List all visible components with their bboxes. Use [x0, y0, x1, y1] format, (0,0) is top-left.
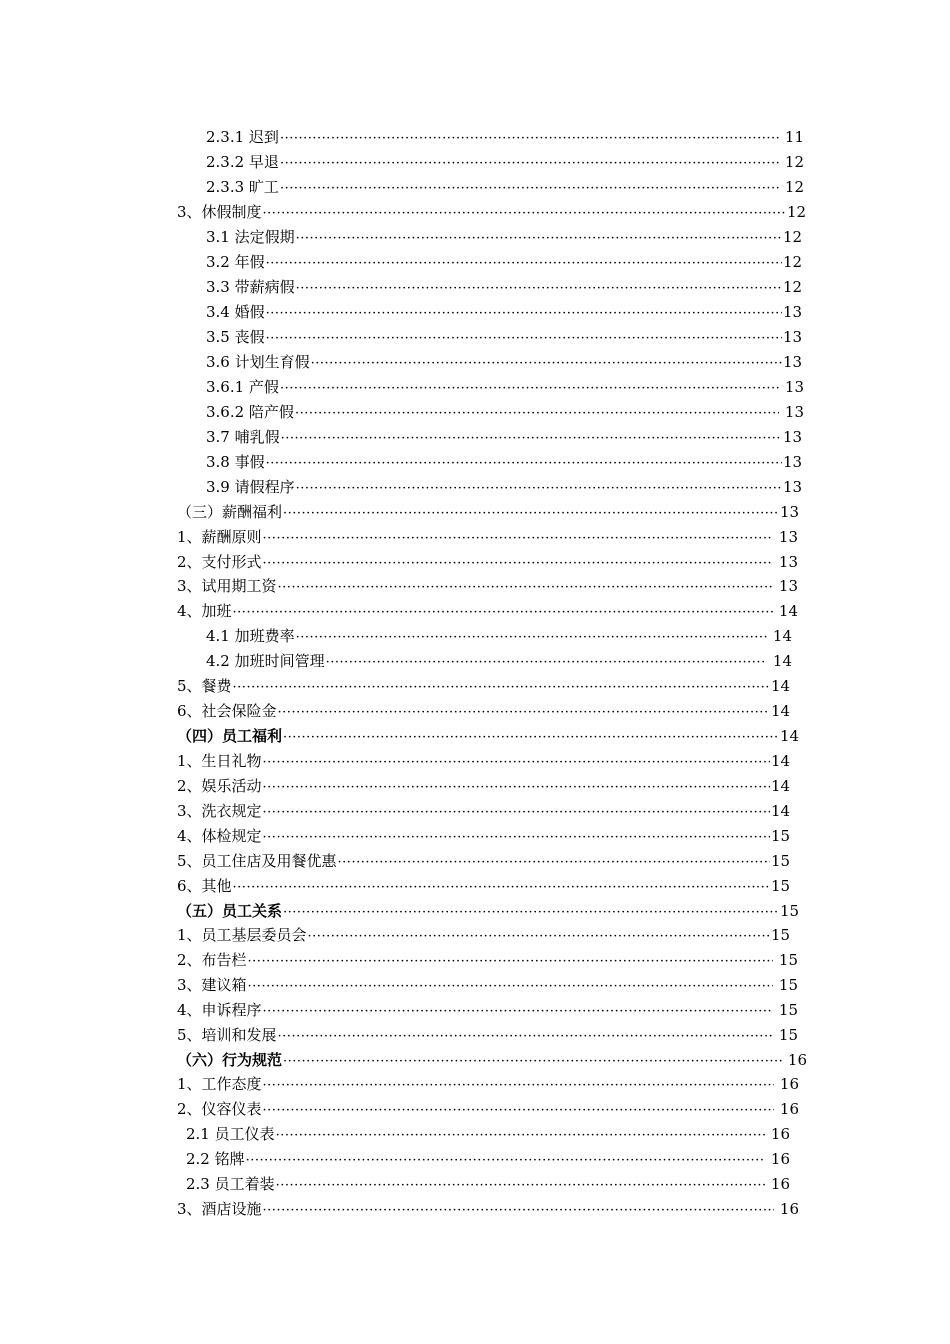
toc-dot-leader: [280, 178, 779, 200]
toc-dot-leader: [278, 577, 773, 599]
toc-dot-leader: [311, 353, 782, 375]
toc-entry-page: 16: [770, 1175, 790, 1193]
toc-entry[interactable]: [206, 401, 804, 423]
toc-entry[interactable]: [206, 625, 792, 647]
toc-entry[interactable]: [206, 301, 801, 323]
toc-dot-leader: [296, 478, 782, 500]
toc-entry-label: 3、试用期工资: [177, 577, 277, 595]
toc-entry-page: 16: [779, 1100, 799, 1118]
toc-entry-page: 13: [778, 553, 798, 571]
toc-entry-label: 5、员工住店及用餐优惠: [177, 852, 337, 870]
toc-entry-label: 6、社会保险金: [177, 702, 277, 720]
toc-entry-page: 16: [770, 1125, 790, 1143]
toc-entry-page: 12: [784, 178, 804, 196]
toc-entry-label: （三）薪酬福利: [177, 503, 283, 521]
toc-entry-label: 4、申诉程序: [177, 1001, 262, 1019]
toc-entry-page: 13: [783, 428, 803, 446]
toc-dot-leader: [295, 403, 779, 425]
toc-entry-label: 1、工作态度: [177, 1075, 262, 1093]
toc-entry-label: 3.6.2 陪产假: [206, 403, 294, 421]
toc-entry-label: 3.6 计划生育假: [206, 353, 310, 371]
toc-entry-label: 4.2 加班时间管理: [206, 652, 325, 670]
toc-entry[interactable]: [206, 251, 801, 273]
toc-dot-leader: [263, 1075, 774, 1097]
toc-entry-page: 14: [771, 752, 791, 770]
toc-entry-label: 2.3.2 早退: [206, 153, 279, 171]
toc-entry[interactable]: [177, 501, 798, 523]
toc-entry[interactable]: [206, 476, 801, 498]
toc-entry[interactable]: [206, 451, 801, 473]
toc-entry-page: 14: [771, 777, 791, 795]
toc-dot-leader: [280, 378, 779, 400]
toc-entry-label: 3.4 婚假: [206, 303, 265, 321]
toc-dot-leader: [280, 153, 779, 175]
toc-entry-page: 12: [783, 278, 803, 296]
toc-entry[interactable]: [177, 600, 798, 622]
toc-entry[interactable]: [177, 575, 798, 597]
toc-entry-page: 15: [778, 976, 798, 994]
toc-entry-page: 13: [778, 528, 798, 546]
toc-dot-leader: [263, 528, 773, 550]
toc-entry-label: （五）员工关系: [177, 902, 283, 920]
toc-entry-page: 15: [778, 1026, 798, 1044]
toc-entry-page: 14: [778, 602, 798, 620]
toc-entry-page: 13: [778, 577, 798, 595]
toc-entry-page: 15: [778, 951, 798, 969]
toc-entry-label: 4.1 加班费率: [206, 627, 295, 645]
toc-entry-page: 11: [784, 128, 804, 146]
toc-dot-leader: [266, 328, 782, 350]
toc-dot-leader: [278, 702, 770, 724]
toc-entry[interactable]: [206, 650, 792, 672]
toc-dot-leader: [308, 926, 770, 948]
toc-dot-leader: [296, 627, 767, 649]
toc-entry[interactable]: [177, 700, 789, 722]
toc-dot-leader: [263, 802, 770, 824]
toc-entry-label: 2.3.1 迟到: [206, 128, 279, 146]
toc-dot-leader: [263, 203, 786, 225]
toc-entry-label: （四）员工福利: [177, 727, 283, 745]
toc-entry[interactable]: [177, 825, 789, 847]
toc-entry-label: 1、生日礼物: [177, 752, 262, 770]
toc-entry[interactable]: [186, 1148, 790, 1170]
toc-dot-leader: [266, 303, 782, 325]
toc-entry[interactable]: [206, 126, 804, 148]
toc-entry-label: 3、建议箱: [177, 976, 247, 994]
toc-entry[interactable]: [177, 725, 798, 747]
toc-dot-leader: [248, 976, 773, 998]
toc-entry-label: 2.2 铭牌: [186, 1150, 245, 1168]
toc-entry-page: 13: [784, 378, 804, 396]
toc-entry[interactable]: [206, 176, 804, 198]
toc-entry[interactable]: [206, 151, 804, 173]
toc-entry-page: 13: [783, 478, 803, 496]
toc-entry[interactable]: [177, 949, 798, 971]
toc-entry[interactable]: [177, 1024, 798, 1046]
toc-entry-label: 1、薪酬原则: [177, 528, 262, 546]
toc-entry-label: 3.8 事假: [206, 453, 265, 471]
toc-entry-label: 3.7 哺乳假: [206, 428, 280, 446]
toc-entry-label: 4、体检规定: [177, 827, 262, 845]
toc-entry[interactable]: [177, 850, 789, 872]
toc-dot-leader: [263, 1200, 774, 1222]
toc-entry-label: 3.6.1 产假: [206, 378, 279, 396]
toc-dot-leader: [246, 1150, 765, 1172]
toc-entry-page: 15: [771, 827, 791, 845]
toc-entry-label: 3.2 年假: [206, 253, 265, 271]
toc-entry-page: 15: [771, 877, 791, 895]
toc-dot-leader: [276, 1175, 765, 1197]
toc-entry-page: 16: [787, 1051, 807, 1069]
toc-entry[interactable]: [177, 1073, 799, 1095]
toc-entry-page: 13: [784, 403, 804, 421]
toc-entry-label: 2、布告栏: [177, 951, 247, 969]
toc-entry[interactable]: [206, 276, 801, 298]
toc-entry-label: 5、餐费: [177, 677, 232, 695]
toc-entry-label: 3.1 法定假期: [206, 228, 295, 246]
toc-entry-label: 2、支付形式: [177, 553, 262, 571]
toc-entry[interactable]: [206, 376, 804, 398]
toc-dot-leader: [233, 677, 770, 699]
toc-entry[interactable]: [186, 1173, 790, 1195]
toc-entry-page: 12: [787, 203, 807, 221]
toc-entry-page: 15: [771, 926, 791, 944]
toc-entry-page: 16: [779, 1075, 799, 1093]
toc-entry-page: 12: [784, 153, 804, 171]
toc-entry-label: 5、培训和发展: [177, 1026, 277, 1044]
toc-dot-leader: [326, 652, 767, 674]
toc-entry[interactable]: [177, 875, 789, 897]
toc-dot-leader: [233, 877, 770, 899]
toc-entry-label: 3、休假制度: [177, 203, 262, 221]
toc-dot-leader: [263, 1100, 774, 1122]
toc-entry-label: 2.1 员工仪表: [186, 1125, 275, 1143]
toc-dot-leader: [266, 453, 782, 475]
toc-entry[interactable]: [206, 426, 801, 448]
toc-entry-label: 6、其他: [177, 877, 232, 895]
toc-entry[interactable]: [177, 201, 805, 223]
toc-entry-page: 13: [783, 453, 803, 471]
toc-entry-label: 3、酒店设施: [177, 1200, 262, 1218]
toc-dot-leader: [263, 827, 770, 849]
toc-entry-label: 1、员工基层委员会: [177, 926, 307, 944]
toc-entry[interactable]: [177, 526, 798, 548]
toc-entry[interactable]: [177, 1198, 799, 1220]
toc-entry-page: 14: [771, 802, 791, 820]
toc-dot-leader: [296, 278, 782, 300]
toc-dot-leader: [263, 777, 770, 799]
toc-entry[interactable]: [177, 675, 789, 697]
toc-entry-page: 15: [771, 852, 791, 870]
toc-entry[interactable]: [177, 974, 798, 996]
toc-entry-label: 3.5 丧假: [206, 328, 265, 346]
toc-entry-label: 3.9 请假程序: [206, 478, 295, 496]
toc-entry-page: 14: [772, 652, 792, 670]
toc-dot-leader: [263, 1001, 773, 1023]
toc-dot-leader: [263, 752, 770, 774]
toc-entry-label: 3.3 带薪病假: [206, 278, 295, 296]
toc-dot-leader: [283, 902, 779, 924]
toc-entry[interactable]: [206, 326, 801, 348]
toc-entry-label: 2、娱乐活动: [177, 777, 262, 795]
toc-dot-leader: [266, 253, 782, 275]
toc-entry-page: 13: [783, 303, 803, 321]
toc-dot-leader: [278, 1026, 773, 1048]
toc-entry[interactable]: [177, 900, 798, 922]
toc-entry-label: （六）行为规范: [177, 1051, 283, 1069]
toc-dot-leader: [263, 553, 773, 575]
toc-entry-page: 15: [780, 902, 800, 920]
toc-entry[interactable]: [177, 750, 789, 772]
toc-entry[interactable]: [177, 924, 789, 946]
toc-dot-leader: [296, 228, 782, 250]
toc-entry-label: 3、洗衣规定: [177, 802, 262, 820]
toc-entry-page: 16: [779, 1200, 799, 1218]
toc-entry[interactable]: [177, 1098, 799, 1120]
toc-entry[interactable]: [177, 551, 798, 573]
toc-dot-leader: [280, 128, 779, 150]
toc-dot-leader: [283, 503, 779, 525]
toc-entry-page: 14: [772, 627, 792, 645]
toc-entry-page: 13: [780, 503, 800, 521]
toc-entry-label: 2.3.3 旷工: [206, 178, 279, 196]
toc-dot-leader: [338, 852, 770, 874]
toc-entry-page: 13: [783, 353, 803, 371]
toc-entry-page: 14: [771, 677, 791, 695]
toc-entry-page: 14: [780, 727, 800, 745]
toc-entry-page: 12: [783, 228, 803, 246]
toc-entry[interactable]: [177, 775, 789, 797]
toc-entry-label: 2.3 员工着装: [186, 1175, 275, 1193]
toc-dot-leader: [283, 727, 779, 749]
toc-entry-page: 15: [778, 1001, 798, 1019]
toc-entry[interactable]: [177, 800, 789, 822]
toc-entry-label: 4、加班: [177, 602, 232, 620]
toc-entry-page: 13: [783, 328, 803, 346]
toc-entry-page: 16: [770, 1150, 790, 1168]
toc-dot-leader: [276, 1125, 765, 1147]
toc-dot-leader: [248, 951, 773, 973]
toc-entry-page: 14: [771, 702, 791, 720]
toc-entry[interactable]: [206, 351, 801, 373]
toc-entry-page: 12: [783, 253, 803, 271]
toc-entry[interactable]: [177, 1049, 807, 1071]
toc-dot-leader: [233, 602, 773, 624]
toc-dot-leader: [281, 428, 782, 450]
toc-entry-label: 2、仪容仪表: [177, 1100, 262, 1118]
toc-entry[interactable]: [186, 1123, 790, 1145]
toc-entry[interactable]: [177, 999, 798, 1021]
toc-entry[interactable]: [206, 226, 801, 248]
toc-dot-leader: [283, 1051, 782, 1073]
